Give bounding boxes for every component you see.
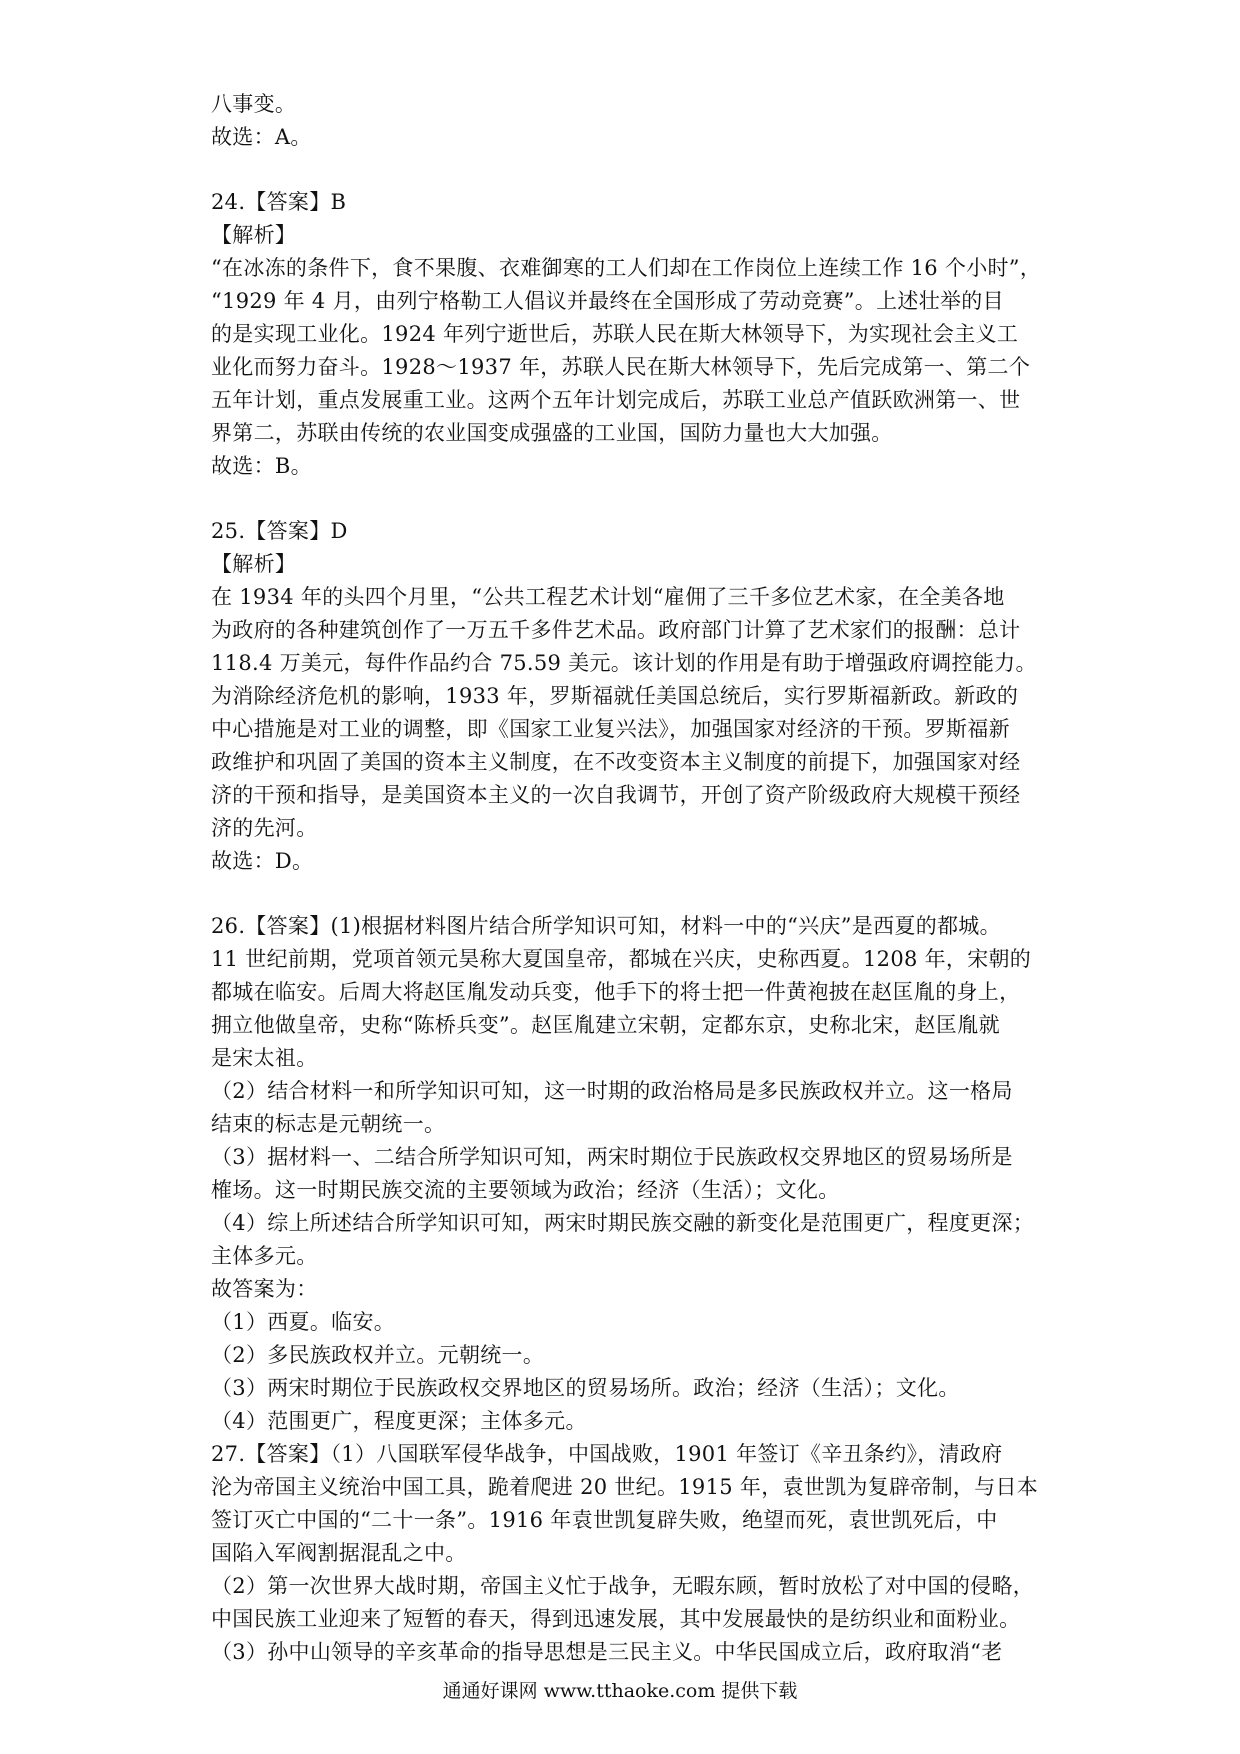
text-line: 故选：D。	[211, 849, 314, 873]
text-line: 八事变。	[211, 92, 297, 116]
text-line: 济的先河。	[211, 816, 318, 840]
text-line: 11 世纪前期，党项首领元昊称大夏国皇帝，都城在兴庆，史称西夏。1208 年，宋朝的	[211, 947, 1032, 971]
analysis-heading: 【解析】	[211, 552, 297, 576]
answer-heading: 25.【答案】D	[211, 519, 348, 543]
text-line: 业化而努力奋斗。1928～1937 年，苏联人民在斯大林领导下，先后完成第一、第二个	[211, 355, 1031, 379]
text-line: 为政府的各种建筑创作了一万五千多件艺术品。政府部门计算了艺术家们的报酬：总计	[211, 618, 1021, 642]
text-line: 中国民族工业迎来了短暂的春天，得到迅速发展，其中发展最快的是纺织业和面粉业。	[211, 1607, 1021, 1631]
text-line: 结束的标志是元朝统一。	[211, 1112, 446, 1136]
text-line: 国陷入军阀割据混乱之中。	[211, 1541, 467, 1565]
analysis-heading: 【解析】	[211, 223, 297, 247]
answer-heading: 26.【答案】(1)根据材料图片结合所学知识可知，材料一中的“兴庆”是西夏的都城。	[211, 914, 1001, 938]
text-line: （3）据材料一、二结合所学知识可知，两宋时期位于民族政权交界地区的贸易场所是	[211, 1145, 1013, 1169]
text-line: 都城在临安。后周大将赵匡胤发动兵变，他手下的将士把一件黄袍披在赵匡胤的身上，	[211, 980, 1021, 1004]
text-line: 故答案为：	[211, 1277, 318, 1301]
text-line: 在 1934 年的头四个月里，“公共工程艺术计划“雇佣了三千多位艺术家，在全美各地	[211, 585, 1005, 609]
block-spacer	[211, 483, 1041, 515]
block-spacer	[211, 154, 1041, 186]
text-line: 为消除经济危机的影响，1933 年，罗斯福就任美国总统后，实行罗斯福新政。新政的	[211, 684, 1019, 708]
text-line: （3）孙中山领导的辛亥革命的指导思想是三民主义。中华民国成立后，政府取消“老	[211, 1640, 1003, 1664]
text-line: （4）范围更广，程度更深；主体多元。	[211, 1409, 587, 1433]
text-line: 中心措施是对工业的调整，即《国家工业复兴法》，加强国家对经济的干预。罗斯福新	[211, 717, 1010, 741]
text-line: 故选：B。	[211, 454, 312, 478]
answer-block-q25	[211, 515, 1041, 878]
text-line: 故选：A。	[211, 125, 312, 149]
text-line: 界第二，苏联由传统的农业国变成强盛的工业国，国防力量也大大加强。	[211, 421, 893, 445]
text-line: （4）综上所述结合所学知识可知，两宋时期民族交融的新变化是范围更广，程度更深；	[211, 1211, 1035, 1235]
text-line: 榷场。这一时期民族交流的主要领域为政治；经济（生活）；文化。	[211, 1178, 840, 1202]
answer-block-q24	[211, 186, 1041, 483]
page-footer: 通通好课网 www.tthaoke.com 提供下载	[442, 1680, 798, 1702]
text-line: 政维护和巩固了美国的资本主义制度，在不改变资本主义制度的前提下，加强国家对经	[211, 750, 1021, 774]
answer-heading: 27.【答案】（1）八国联军侵华战争，中国战败，1901 年签订《辛丑条约》，清政府	[211, 1442, 1003, 1466]
text-line: 的是实现工业化。1924 年列宁逝世后，苏联人民在斯大林领导下，为实现社会主义工	[211, 322, 1019, 346]
document-body	[211, 88, 1041, 1669]
text-line: 拥立他做皇帝，史称“陈桥兵变”。赵匡胤建立宋朝，定都东京，史称北宋，赵匡胤就	[211, 1013, 1000, 1037]
text-line: 是宋太祖。	[211, 1046, 318, 1070]
text-line: “在冰冻的条件下，食不果腹、衣难御寒的工人们却在工作岗位上连续工作 16 个小时”，	[211, 256, 1042, 280]
text-line: （2）第一次世界大战时期，帝国主义忙于战争，无暇东顾，暂时放松了对中国的侵略，	[211, 1574, 1035, 1598]
text-line: 签订灭亡中国的“二十一条”。1916 年袁世凯复辟失败，绝望而死，袁世凯死后，中	[211, 1508, 998, 1532]
text-line: （3）两宋时期位于民族政权交界地区的贸易场所。政治；经济（生活）；文化。	[211, 1376, 960, 1400]
text-line: 主体多元。	[211, 1244, 318, 1268]
answer-block-q23-tail	[211, 88, 1041, 154]
text-line: “1929 年 4 月，由列宁格勒工人倡议并最终在全国形成了劳动竞赛”。上述壮举的目	[211, 289, 1004, 313]
text-line: （2）结合材料一和所学知识可知，这一时期的政治格局是多民族政权并立。这一格局	[211, 1079, 1013, 1103]
text-line: 五年计划，重点发展重工业。这两个五年计划完成后，苏联工业总产值跃欧洲第一、世	[211, 388, 1021, 412]
text-line: 济的干预和指导，是美国资本主义的一次自我调节，开创了资产阶级政府大规模干预经	[211, 783, 1021, 807]
block-spacer	[211, 878, 1041, 910]
text-line: 118.4 万美元，每件作品约合 75.59 美元。该计划的作用是有助于增强政府调控能力。	[211, 651, 1037, 675]
text-line: 沦为帝国主义统治中国工具，跪着爬进 20 世纪。1915 年，袁世凯为复辟帝制，与日本	[211, 1475, 1039, 1499]
text-line: （2）多民族政权并立。元朝统一。	[211, 1343, 545, 1367]
answer-heading: 24.【答案】B	[211, 190, 347, 214]
answer-block-q26-q27	[211, 910, 1041, 1669]
text-line: （1）西夏。临安。	[211, 1310, 396, 1334]
